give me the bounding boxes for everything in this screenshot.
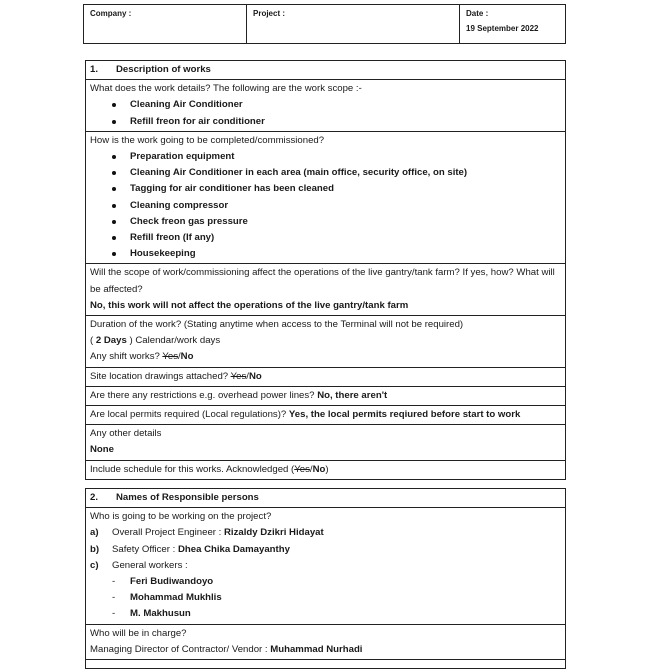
list-item: Cleaning Air Conditioner in each area (main office, security office, on site): [90, 165, 561, 181]
duration-line: ( 2 Days ) Calendar/work days: [90, 335, 221, 347]
list-item: c) General workers :: [90, 559, 188, 571]
other-row: [86, 425, 566, 460]
workers-list: [90, 574, 561, 623]
list-item: Refill freon (If any): [90, 230, 561, 246]
list-item: Tagging for air conditioner has been cleaned: [90, 181, 561, 197]
section-responsible-persons: [85, 488, 566, 669]
bullet-icon: [112, 220, 116, 224]
list-item: - Feri Budiwandoyo: [112, 576, 214, 588]
list-item: b) Safety Officer : Dhea Chika Damayanthy: [90, 543, 290, 555]
list-item: Cleaning compressor: [90, 198, 561, 214]
list-item: - M. Makhusun: [112, 608, 191, 620]
a-restrictions: No, there aren't: [317, 389, 388, 401]
duration-row: [86, 316, 566, 368]
q-affect: Will the scope of work/commissioning affect the operations of the live gantry/tank farm? If yes, how? What will be affected?: [90, 267, 555, 295]
q-details: What does the work details? The following are the work scope :-: [90, 83, 362, 95]
list-item: - Mohammad Mukhlis: [112, 592, 222, 604]
restrictions-row: Are there any restrictions e.g. overhead power lines? No, there aren't: [86, 386, 566, 405]
bullet-icon: [112, 120, 116, 124]
list-item: Refill freon for air conditioner: [90, 114, 561, 130]
bullet-icon: [112, 252, 116, 256]
how-list: [90, 149, 561, 262]
bullet-icon: [112, 155, 116, 159]
list-item: Check freon gas pressure: [90, 214, 561, 230]
bullet-icon: [112, 204, 116, 208]
charge-row: [86, 624, 566, 659]
scope-list: [90, 97, 561, 129]
list-item: Cleaning Air Conditioner: [90, 97, 561, 113]
a-other: None: [90, 444, 114, 456]
section1-title: Description of works: [116, 64, 211, 75]
bullet-icon: [112, 236, 116, 240]
project-cell: [247, 5, 460, 44]
project-label: Project :: [253, 9, 286, 18]
bullet-icon: [112, 187, 116, 191]
section2-number: 2.: [90, 492, 99, 503]
section2-title-row: [86, 489, 566, 508]
director-line: Managing Director of Contractor/ Vendor : Muhammad Nurhadi: [90, 643, 363, 655]
section1-title-row: [86, 61, 566, 80]
q-duration: Duration of the work? (Stating anytime when access to the Terminal will not be required): [90, 319, 464, 331]
a-permits: Yes, the local permits reqiured before start to work: [288, 409, 521, 421]
section-description-of-works: [85, 60, 566, 480]
list-item: a) Overall Project Engineer : Rizaldy Dzikri Hidayat: [90, 527, 324, 539]
director-name: Muhammad Nurhadi: [270, 643, 363, 655]
bullet-icon: [112, 171, 116, 175]
scope-row: [86, 80, 566, 132]
duration-value: 2 Days: [95, 335, 127, 347]
company-cell: [84, 5, 247, 44]
section2-title: Names of Responsible persons: [116, 492, 259, 503]
how-row: [86, 131, 566, 264]
q-who: Who is going to be working on the project?: [90, 511, 272, 523]
header-table: [83, 4, 566, 44]
who-row: [86, 508, 566, 624]
a-affect: No, this work will not affect the operations of the live gantry/tank farm: [90, 299, 409, 311]
roles-list: [90, 525, 561, 574]
list-item: Preparation equipment: [90, 149, 561, 165]
q-charge: Who will be in charge?: [90, 627, 187, 639]
section1-number: 1.: [90, 64, 99, 75]
drawings-row: Site location drawings attached? Yes/No: [86, 367, 566, 386]
bullet-icon: [112, 103, 116, 107]
permits-row: Are local permits required (Local regulations)? Yes, the local permits reqiured before start to work: [86, 406, 566, 425]
list-item: Housekeeping: [90, 246, 561, 262]
date-cell: [460, 5, 566, 44]
q-how: How is the work going to be completed/commissioned?: [90, 134, 325, 146]
date-value: 19 September 2022: [466, 24, 539, 33]
q-other: Any other details: [90, 428, 162, 440]
cut-off-row: [86, 660, 566, 669]
affect-row: [86, 264, 566, 316]
shift-line: Any shift works? Yes/No: [90, 351, 194, 363]
company-label: Company :: [90, 9, 132, 18]
date-label: Date :: [466, 9, 489, 18]
schedule-row: Include schedule for this works. Acknowledged (Yes/No): [86, 460, 566, 479]
